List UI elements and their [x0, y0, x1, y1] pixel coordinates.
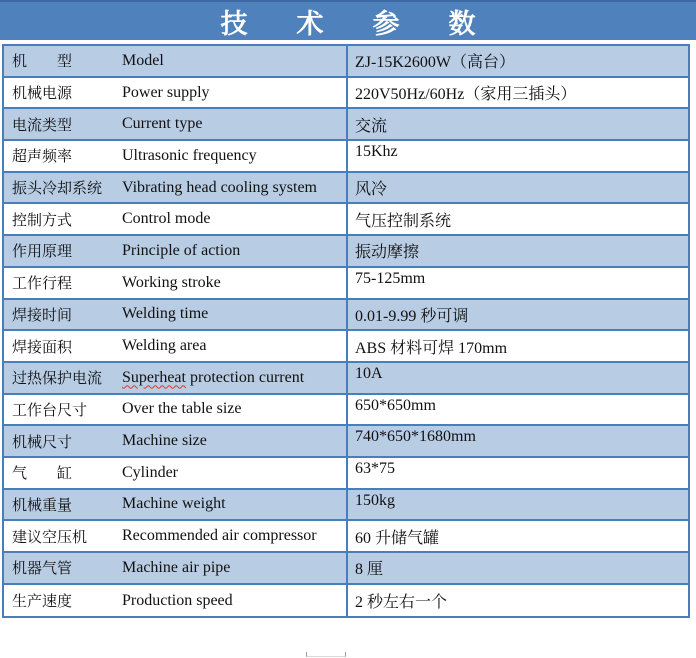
- row-label-en: Production speed: [122, 591, 233, 609]
- row-value: ZJ-15K2600W（高台）: [355, 54, 515, 72]
- label-cell: [4, 204, 346, 234]
- row-value: 2 秒左右一个: [355, 594, 448, 612]
- label-cell: [4, 458, 346, 488]
- row-value: 8 厘: [355, 561, 384, 579]
- row-value: ABS 材料可焊 170mm: [355, 339, 508, 357]
- value-cell: [346, 109, 688, 139]
- table-row: [4, 109, 688, 141]
- value-cell: [346, 204, 688, 234]
- row-label-cn: 生产速度: [12, 594, 73, 611]
- row-label-en: Cylinder: [122, 463, 178, 481]
- label-cell: [4, 78, 346, 108]
- label-cell: [4, 173, 346, 203]
- title-bar: [0, 0, 696, 40]
- row-value: 振动摩擦: [355, 244, 420, 262]
- row-value: 150kg: [355, 491, 395, 509]
- label-cell: [4, 490, 346, 520]
- row-label-cn: 机械尺寸: [12, 434, 73, 451]
- table-row: [4, 553, 688, 585]
- value-cell: [346, 521, 688, 551]
- label-cell: [4, 363, 346, 393]
- table-row: [4, 236, 688, 268]
- row-label-cn: 建议空压机: [12, 529, 88, 546]
- value-cell: [346, 331, 688, 361]
- value-cell: [346, 490, 688, 520]
- row-label-cn: 工作台尺寸: [12, 402, 88, 419]
- row-value: 220V50Hz/60Hz（家用三插头）: [355, 86, 577, 104]
- row-value: 740*650*1680mm: [355, 428, 476, 446]
- row-label-cn: 气 缸: [12, 466, 73, 483]
- row-label-en: Recommended air compressor: [122, 527, 317, 545]
- row-label-cn: 焊接时间: [12, 307, 73, 324]
- label-cell: [4, 300, 346, 330]
- row-value: 0.01-9.99 秒可调: [355, 307, 469, 325]
- row-label-en: Current type: [122, 115, 203, 133]
- spec-table: [2, 44, 690, 618]
- table-row: [4, 141, 688, 173]
- table-resize-mark: [306, 652, 346, 657]
- row-value: 60 升储气罐: [355, 529, 440, 547]
- row-label-en: Control mode: [122, 210, 211, 228]
- row-label-en: Machine size: [122, 432, 207, 450]
- table-row: [4, 458, 688, 490]
- value-cell: [346, 585, 688, 617]
- row-label-en: Model: [122, 51, 164, 69]
- row-label-cn: 电流类型: [12, 117, 73, 134]
- value-cell: [346, 300, 688, 330]
- label-cell: [4, 109, 346, 139]
- table-row: [4, 426, 688, 458]
- label-cell: [4, 426, 346, 456]
- row-label-cn: 焊接面积: [12, 339, 73, 356]
- table-row: [4, 521, 688, 553]
- row-label-en: Welding area: [122, 337, 207, 355]
- table-row: [4, 363, 688, 395]
- value-cell: [346, 268, 688, 298]
- value-cell: [346, 458, 688, 488]
- table-row: [4, 395, 688, 427]
- label-cell: [4, 268, 346, 298]
- table-row: [4, 300, 688, 332]
- row-label-cn: 过热保护电流: [12, 371, 103, 388]
- row-label-cn: 机械重量: [12, 497, 73, 514]
- row-value: 交流: [355, 117, 388, 135]
- table-row: [4, 331, 688, 363]
- row-label-cn: 机器气管: [12, 561, 73, 578]
- row-label-en: Machine weight: [122, 495, 226, 513]
- label-cell: [4, 521, 346, 551]
- value-cell: [346, 173, 688, 203]
- table-row: [4, 204, 688, 236]
- row-label-cn: 机械电源: [12, 86, 73, 103]
- value-cell: [346, 363, 688, 393]
- table-row: [4, 173, 688, 205]
- value-cell: [346, 553, 688, 583]
- row-label-en: Principle of action: [122, 241, 241, 259]
- label-cell: [4, 395, 346, 425]
- row-label-cn: 超声频率: [12, 149, 73, 166]
- table-row: [4, 490, 688, 522]
- label-cell: [4, 553, 346, 583]
- value-cell: [346, 395, 688, 425]
- row-label-en: Power supply: [122, 83, 210, 101]
- page-title: 技术参数: [220, 8, 525, 39]
- value-cell: [346, 46, 688, 76]
- table-row: [4, 585, 688, 617]
- row-label-cn: 振头冷却系统: [12, 181, 103, 198]
- row-label-cn: 作用原理: [12, 244, 73, 261]
- row-value: 63*75: [355, 459, 395, 477]
- row-label-en: Ultrasonic frequency: [122, 146, 257, 164]
- row-value: 气压控制系统: [355, 212, 452, 230]
- value-cell: [346, 141, 688, 171]
- label-cell: [4, 236, 346, 266]
- value-cell: [346, 236, 688, 266]
- row-label-en: Machine air pipe: [122, 558, 231, 576]
- label-cell: [4, 46, 346, 76]
- table-row: [4, 46, 688, 78]
- row-label-en: Working stroke: [122, 273, 221, 291]
- label-cell: [4, 141, 346, 171]
- row-label-cn: 工作行程: [12, 276, 73, 293]
- row-value: 风冷: [355, 181, 388, 199]
- row-value: 650*650mm: [355, 396, 436, 414]
- table-row: [4, 78, 688, 110]
- row-label-en: Over the table size: [122, 400, 242, 418]
- label-cell: [4, 585, 346, 617]
- table-row: [4, 268, 688, 300]
- row-label-cn: 控制方式: [12, 212, 73, 229]
- row-label-en: Superheat protection current: [122, 368, 305, 386]
- row-label-en: Welding time: [122, 305, 209, 323]
- label-cell: [4, 331, 346, 361]
- value-cell: [346, 78, 688, 108]
- row-value: 10A: [355, 364, 383, 382]
- row-value: 75-125mm: [355, 269, 426, 287]
- row-value: 15Khz: [355, 143, 398, 161]
- value-cell: [346, 426, 688, 456]
- row-label-en: Vibrating head cooling system: [122, 178, 317, 196]
- row-label-cn: 机 型: [12, 54, 73, 71]
- misspelled-word: Superheat: [122, 368, 186, 386]
